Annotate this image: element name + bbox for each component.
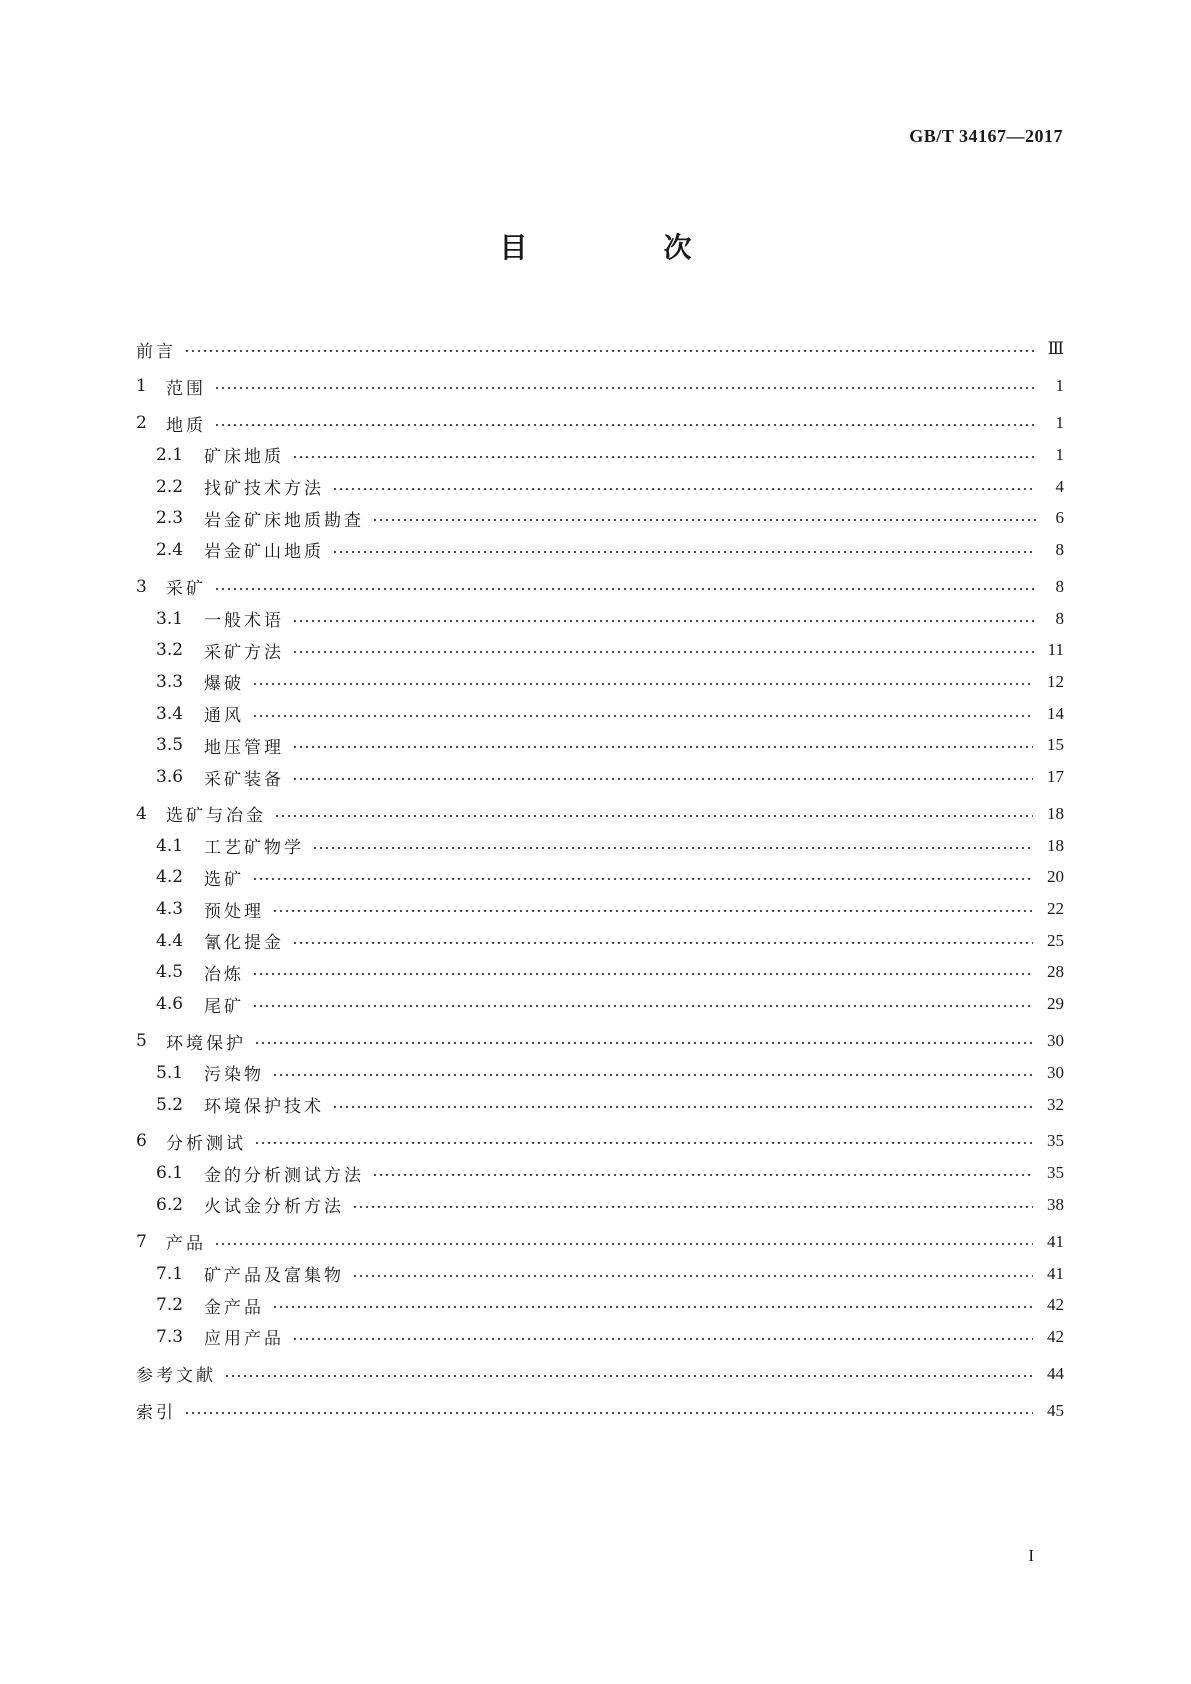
toc-entry-title: 选矿 (204, 869, 244, 890)
toc-entry-title: 产品 (166, 1234, 206, 1255)
toc-entry-number: 5.2 (156, 1094, 184, 1115)
toc-entry-label (136, 1293, 264, 1318)
toc-entry-page: 6 (1055, 508, 1064, 528)
toc-entry-label (136, 1324, 284, 1349)
dot-leader (254, 1042, 1033, 1044)
toc-entry-number: 4.4 (156, 930, 184, 951)
toc-entry-label (136, 337, 176, 362)
dot-leader (224, 1375, 1033, 1377)
toc-entry-label (136, 638, 284, 663)
toc-entry-title: 参考文献 (136, 1366, 216, 1387)
toc-entry-number: 4.1 (156, 835, 184, 856)
toc-entry[interactable] (136, 634, 1064, 666)
dot-leader (332, 1106, 1033, 1108)
dot-leader (184, 350, 1034, 352)
toc-entry-page: 45 (1047, 1400, 1064, 1420)
toc-entry[interactable] (136, 1157, 1064, 1189)
toc-entry-number: 4.6 (156, 994, 184, 1015)
toc-entry-number: 4 (136, 803, 147, 824)
toc-entry-label (136, 992, 244, 1017)
toc-entry-page: 35 (1047, 1131, 1064, 1151)
toc-entry-page: 30 (1047, 1062, 1064, 1082)
dot-leader (352, 1206, 1033, 1208)
toc-entry-number: 7 (136, 1231, 147, 1252)
toc-entry-title: 地质 (166, 415, 206, 436)
toc-entry-label (136, 442, 284, 467)
toc-entry[interactable] (136, 957, 1064, 989)
toc-entry-page: 42 (1047, 1326, 1064, 1346)
toc-entry-title: 火试金分析方法 (204, 1197, 344, 1218)
toc-entry-label (136, 574, 206, 599)
toc-entry-number: 3.3 (156, 671, 184, 692)
dot-leader (214, 387, 1036, 389)
dot-leader (214, 588, 1036, 590)
toc-entry[interactable] (136, 439, 1064, 471)
dot-leader (214, 1243, 1033, 1245)
toc-entry[interactable] (136, 1289, 1064, 1321)
toc-title: 目 次 (499, 231, 746, 264)
toc-entry-number: 7.1 (156, 1263, 184, 1284)
toc-entry-title: 分析测试 (166, 1133, 246, 1154)
toc-entry-title: 通风 (204, 706, 244, 727)
toc-entry-label (136, 1029, 246, 1054)
toc-entry[interactable] (136, 798, 1064, 830)
toc-entry-label (136, 537, 324, 562)
toc-entry-page: 32 (1047, 1094, 1064, 1114)
toc-entry-number: 3 (136, 576, 147, 597)
toc-entry-page: 1 (1055, 376, 1064, 395)
dot-leader (372, 519, 1036, 521)
toc-entry-title: 工艺矿物学 (204, 838, 304, 859)
toc-entry-label (136, 1192, 344, 1217)
toc-entry[interactable] (136, 1025, 1064, 1057)
toc-entry-label (136, 833, 304, 858)
toc-entry-title: 岩金矿山地质 (204, 542, 324, 563)
toc-entry[interactable] (136, 407, 1064, 439)
dot-leader (252, 878, 1033, 880)
toc-entry-page: 14 (1047, 703, 1064, 723)
toc-entry-page: 4 (1055, 476, 1064, 496)
toc-entry-title: 金产品 (204, 1297, 264, 1318)
toc-entry[interactable] (136, 761, 1064, 793)
toc-entry-page: 29 (1047, 994, 1064, 1014)
toc-entry-title: 岩金矿床地质勘查 (204, 510, 364, 531)
toc-entry-number: 2 (136, 413, 147, 433)
toc-entry-title: 前言 (136, 341, 176, 362)
toc-entry-label (136, 928, 284, 953)
dot-leader (274, 815, 1033, 817)
toc-entry-page: 41 (1047, 1263, 1064, 1283)
dot-leader (252, 973, 1033, 975)
toc-entry-label (136, 1092, 324, 1117)
toc-entry-number: 3.4 (156, 703, 184, 724)
toc-entry[interactable] (136, 862, 1064, 894)
toc-entry-label (136, 669, 244, 694)
dot-leader (292, 1338, 1033, 1340)
toc-entry-title: 采矿方法 (204, 642, 284, 663)
toc-entry[interactable] (136, 1226, 1064, 1258)
toc-entry-label (136, 865, 244, 890)
toc-entry-page: 18 (1047, 835, 1064, 855)
toc-entry-label (136, 1261, 344, 1286)
toc-entry-number: 5.1 (156, 1062, 184, 1083)
toc-entry-page: 41 (1047, 1231, 1064, 1251)
toc-entry-title: 金的分析测试方法 (204, 1165, 364, 1186)
toc-entry-page: 12 (1047, 671, 1064, 691)
dot-leader (272, 1306, 1033, 1308)
toc-entry-label (136, 897, 264, 922)
toc-entry-label (136, 733, 284, 758)
toc-entry-title: 应用产品 (204, 1329, 284, 1350)
toc-entry-title: 环境保护 (166, 1033, 246, 1054)
dot-leader (292, 651, 1034, 653)
toc-entry-label (136, 474, 324, 499)
toc-entry[interactable] (136, 1395, 1064, 1427)
toc-entry-page: 8 (1055, 539, 1064, 559)
page-number: I (1028, 1546, 1034, 1565)
dot-leader (352, 1275, 1033, 1277)
toc-entry-title: 矿产品及富集物 (204, 1266, 344, 1287)
toc-entry-title: 污染物 (204, 1065, 264, 1086)
toc-entry-page: 35 (1047, 1163, 1064, 1183)
toc-entry-number: 2.4 (156, 539, 184, 560)
toc-entry-number: 2.3 (156, 508, 184, 529)
toc-entry[interactable] (136, 534, 1064, 566)
toc-entry-title: 环境保护技术 (204, 1097, 324, 1118)
toc-entry-page: 22 (1047, 899, 1064, 919)
dot-leader (332, 488, 1036, 490)
toc-entry-number: 2.1 (156, 444, 184, 465)
toc-entry-number: 5 (136, 1031, 147, 1051)
toc-entry-page: 25 (1047, 930, 1064, 950)
toc-entry-label (136, 1129, 246, 1154)
toc-entry-label (136, 960, 244, 985)
toc-entry[interactable] (136, 333, 1064, 365)
dot-leader (372, 1174, 1033, 1176)
toc-entry-title: 范围 (166, 378, 206, 399)
toc-entry[interactable] (136, 730, 1064, 762)
toc-entry-page: 11 (1047, 640, 1064, 660)
toc-entry-page: 44 (1047, 1363, 1064, 1383)
dot-leader (252, 1005, 1033, 1007)
toc-entry-title: 矿床地质 (204, 447, 284, 468)
toc-entry-label (136, 1361, 216, 1386)
toc-entry-title: 采矿 (166, 579, 206, 600)
toc-entry-title: 采矿装备 (204, 769, 284, 790)
toc-entry-page: 38 (1047, 1194, 1064, 1214)
toc-entry-number: 3.1 (156, 608, 184, 629)
toc-entry-label (136, 765, 284, 790)
toc-entry-label (136, 374, 206, 399)
toc-entry[interactable] (136, 1089, 1064, 1121)
toc-entry[interactable] (136, 893, 1064, 925)
toc-entry[interactable] (136, 988, 1064, 1020)
toc-entry-page: 17 (1047, 767, 1064, 787)
toc-entry[interactable] (136, 666, 1064, 698)
toc-entry-title: 索引 (136, 1403, 176, 1424)
dot-leader (292, 778, 1033, 780)
toc-entry-page: 1 (1055, 444, 1064, 464)
toc-entry[interactable] (136, 603, 1064, 635)
toc-entry-label (136, 506, 364, 531)
toc-entry-title: 冶炼 (204, 964, 244, 985)
dot-leader (312, 847, 1033, 849)
toc-entry[interactable] (136, 1057, 1064, 1089)
toc-entry-number: 6.1 (156, 1163, 184, 1184)
dot-leader (292, 456, 1036, 458)
toc-entry[interactable] (136, 1358, 1064, 1390)
toc-entry-title: 预处理 (204, 901, 264, 922)
toc-entry-number: 1 (136, 376, 147, 396)
toc-entry-page: 30 (1047, 1031, 1064, 1050)
toc-entry-title: 尾矿 (204, 996, 244, 1017)
toc-entry-label (136, 701, 244, 726)
toc-entry-number: 3.5 (156, 735, 184, 756)
toc-entry-label (136, 1229, 206, 1254)
toc-entry-label (136, 411, 206, 436)
dot-leader (252, 683, 1033, 685)
toc-entry-number: 4.5 (156, 962, 184, 983)
dot-leader (184, 1412, 1033, 1414)
toc-entry-title: 氰化提金 (204, 933, 284, 954)
toc-entry[interactable] (136, 1258, 1064, 1290)
toc-entry-page: 20 (1047, 867, 1064, 887)
dot-leader (332, 551, 1036, 553)
toc-entry-page: 8 (1055, 576, 1064, 596)
toc-entry[interactable] (136, 1125, 1064, 1157)
toc-entry[interactable] (136, 571, 1064, 603)
toc-entry-title: 一般术语 (204, 611, 284, 632)
toc-entry-page: 18 (1047, 803, 1064, 823)
toc-entry-page: 28 (1047, 962, 1064, 982)
toc-entry-number: 4.3 (156, 899, 184, 920)
toc-entry[interactable] (136, 502, 1064, 534)
toc-entry-title: 爆破 (204, 674, 244, 695)
toc-entry[interactable] (136, 471, 1064, 503)
toc-entry-number: 4.2 (156, 867, 184, 888)
toc-entry[interactable] (136, 830, 1064, 862)
toc-entry-label (136, 1161, 364, 1186)
dot-leader (272, 1074, 1033, 1076)
toc-entry-page: 8 (1055, 608, 1064, 628)
toc-entry-page: 15 (1047, 735, 1064, 755)
toc-entry-title: 选矿与冶金 (166, 806, 266, 827)
toc-entry[interactable] (136, 698, 1064, 730)
toc-entry[interactable] (136, 1321, 1064, 1353)
toc-entry-page: 1 (1055, 413, 1064, 432)
toc-entry-number: 6.2 (156, 1194, 184, 1215)
standard-code: GB/T 34167—2017 (909, 126, 1063, 146)
dot-leader (292, 942, 1033, 944)
toc-entry[interactable] (136, 1189, 1064, 1221)
toc-entry-label (136, 606, 284, 631)
toc-entry-label (136, 801, 266, 826)
toc-entry-title: 找矿技术方法 (204, 479, 324, 500)
toc-entry[interactable] (136, 925, 1064, 957)
toc-entry-label (136, 1060, 264, 1085)
toc-entry-number: 7.3 (156, 1326, 184, 1347)
toc-entry-title: 地压管理 (204, 737, 284, 758)
toc-entry-number: 3.6 (156, 767, 184, 788)
dot-leader (292, 620, 1036, 622)
toc-entry-label (136, 1398, 176, 1423)
dot-leader (292, 746, 1033, 748)
dot-leader (252, 715, 1033, 717)
dot-leader (272, 910, 1033, 912)
toc-entry-page: Ⅲ (1047, 339, 1064, 358)
toc-entry-page: 42 (1047, 1295, 1064, 1315)
toc-entry-number: 7.2 (156, 1295, 184, 1316)
dot-leader (254, 1142, 1033, 1144)
toc-entry-number: 6 (136, 1131, 147, 1152)
table-of-contents (136, 333, 1064, 1427)
dot-leader (214, 424, 1036, 426)
toc-entry[interactable] (136, 370, 1064, 402)
toc-entry-number: 2.2 (156, 476, 184, 497)
toc-entry-number: 3.2 (156, 640, 184, 661)
